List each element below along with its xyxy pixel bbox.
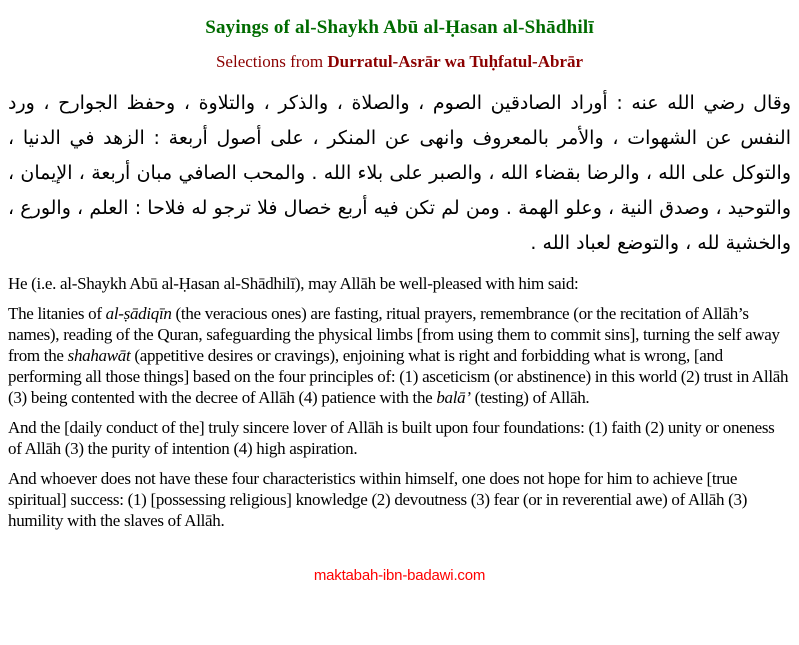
english-translation — [8, 273, 791, 531]
term-shahawat: shahawāt — [67, 346, 131, 365]
paragraph-attribution: He (i.e. al-Shaykh Abū al-Ḥasan al-Shādhilī), may Allāh be well-pleased with him said: — [8, 274, 579, 293]
subtitle-prefix: Selections from — [215, 52, 328, 71]
paragraph-litanies — [8, 303, 791, 408]
subtitle — [8, 52, 791, 72]
litanies-text-2: (the veracious ones) are fasting, ritual prayers, remembrance (or the recitation of Allāh’s names), reading of the Quran, safeguarding the physical limbs [from using them to commit sins], turning the self away from the — [8, 304, 780, 365]
page-title: Sayings of al-Shaykh Abū al-Ḥasan al-Shādhilī — [205, 17, 594, 38]
document-page — [0, 17, 799, 585]
footer — [8, 567, 791, 585]
term-al-sadiqin: al-ṣādiqīn — [105, 304, 172, 323]
term-bala: balā’ — [436, 388, 471, 407]
arabic-quote: وقال رضي الله عنه : أوراد الصادقين الصوم ، والصلاة ، والذكر ، والتلاوة ، وحفظ الجوارح ، ورد النفس عن الشهوات ، والأمر بالمعروف وانهى عن المنكر ، على أصول أربعة : الزهد في الدنيا ، والتوكل على الله ، والرضا بقضاء الله ، والصبر على بلاء الله . والمحب الصافي مبان أربعة ، الإيمان ، والتوحيد ، وصدق النية ، وعلو الهمة . ومن لم تكن فيه أربع خصال فلا ترجو له فلاحا : العلم ، والورع ، والخشية لله ، والتوضع لعباد الله . — [8, 92, 791, 254]
litanies-text-4: (testing) of Allāh. — [470, 388, 590, 407]
website-link[interactable]: maktabah-ibn-badawi.com — [313, 567, 486, 584]
subtitle-book-title: Durratul-Asrār wa Tuḥfatul-Abrār — [327, 52, 584, 71]
litanies-text-1: The litanies of — [8, 304, 106, 323]
paragraph-four-characteristics: And whoever does not have these four characteristics within himself, one does not hope for him to achieve [true spiritual] success: (1) [possessing religious] knowledge (2) devoutness (3) fear (or in reverential awe) of Allāh (3) humility with the slaves of Allāh. — [8, 469, 748, 530]
litanies-text-3: (appetitive desires or cravings), enjoining what is right and forbidding what is wrong, [and performing all those things] based on the four principles of: (1) asceticism (or abstinence) in this world (2) trust in Allāh (3) being contented with the decree of Allāh (4) patience with the — [8, 346, 789, 407]
paragraph-four-foundations: And the [daily conduct of the] truly sincere lover of Allāh is built upon four foundations: (1) faith (2) unity or oneness of Allāh (3) the purity of intention (4) high aspiration. — [8, 418, 775, 458]
